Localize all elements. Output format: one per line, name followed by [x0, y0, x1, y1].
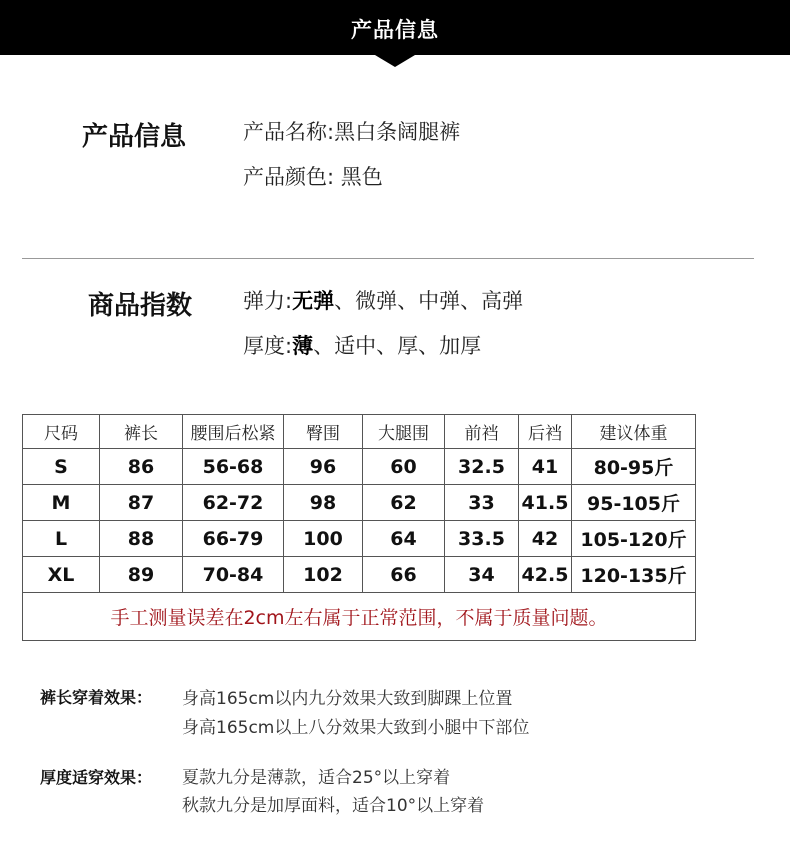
table-cell: 60 [363, 449, 445, 485]
table-cell: 62 [363, 485, 445, 521]
length-fit-line: 身高165cm以内九分效果大致到脚踝上位置 [182, 689, 513, 709]
thickness-option: 、适中 [313, 334, 377, 358]
length-fit-label: 裤长穿着效果： [40, 688, 153, 707]
table-cell: 95-105斤 [572, 485, 696, 521]
table-cell: 41 [519, 449, 572, 485]
elasticity-line [243, 285, 523, 315]
elasticity-option: 、高弹 [460, 289, 524, 313]
table-cell: 32.5 [445, 449, 519, 485]
header-front-rise: 前裆 [445, 415, 519, 449]
header-size: 尺码 [23, 415, 100, 449]
table-cell: S [23, 449, 100, 485]
table-header-row [23, 415, 696, 449]
thickness-label: 厚度: [243, 334, 293, 358]
table-cell: 80-95斤 [572, 449, 696, 485]
table-cell: 98 [284, 485, 363, 521]
section-divider [22, 258, 754, 259]
table-row [23, 485, 696, 521]
thickness-fit-line: 秋款九分是加厚面料，适合10°以上穿着 [182, 796, 485, 816]
size-table [22, 414, 696, 641]
length-fit-line: 身高165cm以上八分效果大致到小腿中下部位 [182, 718, 530, 738]
header-banner [0, 0, 790, 55]
table-cell: 66 [363, 557, 445, 593]
banner-title: 产品信息 [351, 18, 439, 42]
elasticity-label: 弹力: [243, 289, 293, 313]
table-note-row [23, 593, 696, 641]
table-cell: 96 [284, 449, 363, 485]
table-row [23, 521, 696, 557]
table-cell: 33.5 [445, 521, 519, 557]
table-cell: 88 [100, 521, 183, 557]
header-length: 裤长 [100, 415, 183, 449]
table-cell: 120-135斤 [572, 557, 696, 593]
table-cell: 105-120斤 [572, 521, 696, 557]
table-cell: 70-84 [183, 557, 284, 593]
thickness-option: 、厚 [376, 334, 419, 358]
product-color-value: 黑色 [340, 165, 383, 189]
table-cell: 42 [519, 521, 572, 557]
header-hip: 臀围 [284, 415, 363, 449]
table-cell: 66-79 [183, 521, 284, 557]
elasticity-option: 、微弹 [334, 289, 398, 313]
table-cell: 100 [284, 521, 363, 557]
product-color-line [243, 161, 383, 191]
table-cell: 86 [100, 449, 183, 485]
header-weight: 建议体重 [572, 415, 696, 449]
table-cell: 33 [445, 485, 519, 521]
product-name-value: 黑白条阔腿裤 [334, 120, 461, 144]
header-back-rise: 后裆 [519, 415, 572, 449]
table-cell: 34 [445, 557, 519, 593]
table-cell: 87 [100, 485, 183, 521]
product-name-line [243, 116, 460, 146]
product-color-label: 产品颜色: [243, 165, 335, 189]
measurement-note: 手工测量误差在2cm左右属于正常范围，不属于质量问题。 [23, 593, 696, 641]
product-name-label: 产品名称: [243, 120, 335, 144]
table-cell: 89 [100, 557, 183, 593]
table-cell: 42.5 [519, 557, 572, 593]
elasticity-selected: 无弹 [292, 289, 335, 313]
thickness-selected: 薄 [292, 334, 314, 358]
table-cell: M [23, 485, 100, 521]
table-row [23, 449, 696, 485]
header-thigh: 大腿围 [363, 415, 445, 449]
table-cell: XL [23, 557, 100, 593]
table-cell: L [23, 521, 100, 557]
table-cell: 62-72 [183, 485, 284, 521]
table-cell: 64 [363, 521, 445, 557]
product-info-title: 产品信息 [82, 122, 187, 152]
elasticity-option: 、中弹 [397, 289, 461, 313]
table-cell: 41.5 [519, 485, 572, 521]
header-waist: 腰围后松紧 [183, 415, 284, 449]
thickness-fit-line: 夏款九分是薄款，适合25°以上穿着 [182, 768, 451, 788]
table-row [23, 557, 696, 593]
thickness-option: 、加厚 [418, 334, 482, 358]
indices-title: 商品指数 [88, 291, 193, 321]
table-cell: 102 [284, 557, 363, 593]
thickness-fit-label: 厚度适穿效果： [40, 768, 153, 787]
banner-notch [375, 55, 415, 67]
thickness-line [243, 330, 481, 360]
table-cell: 56-68 [183, 449, 284, 485]
